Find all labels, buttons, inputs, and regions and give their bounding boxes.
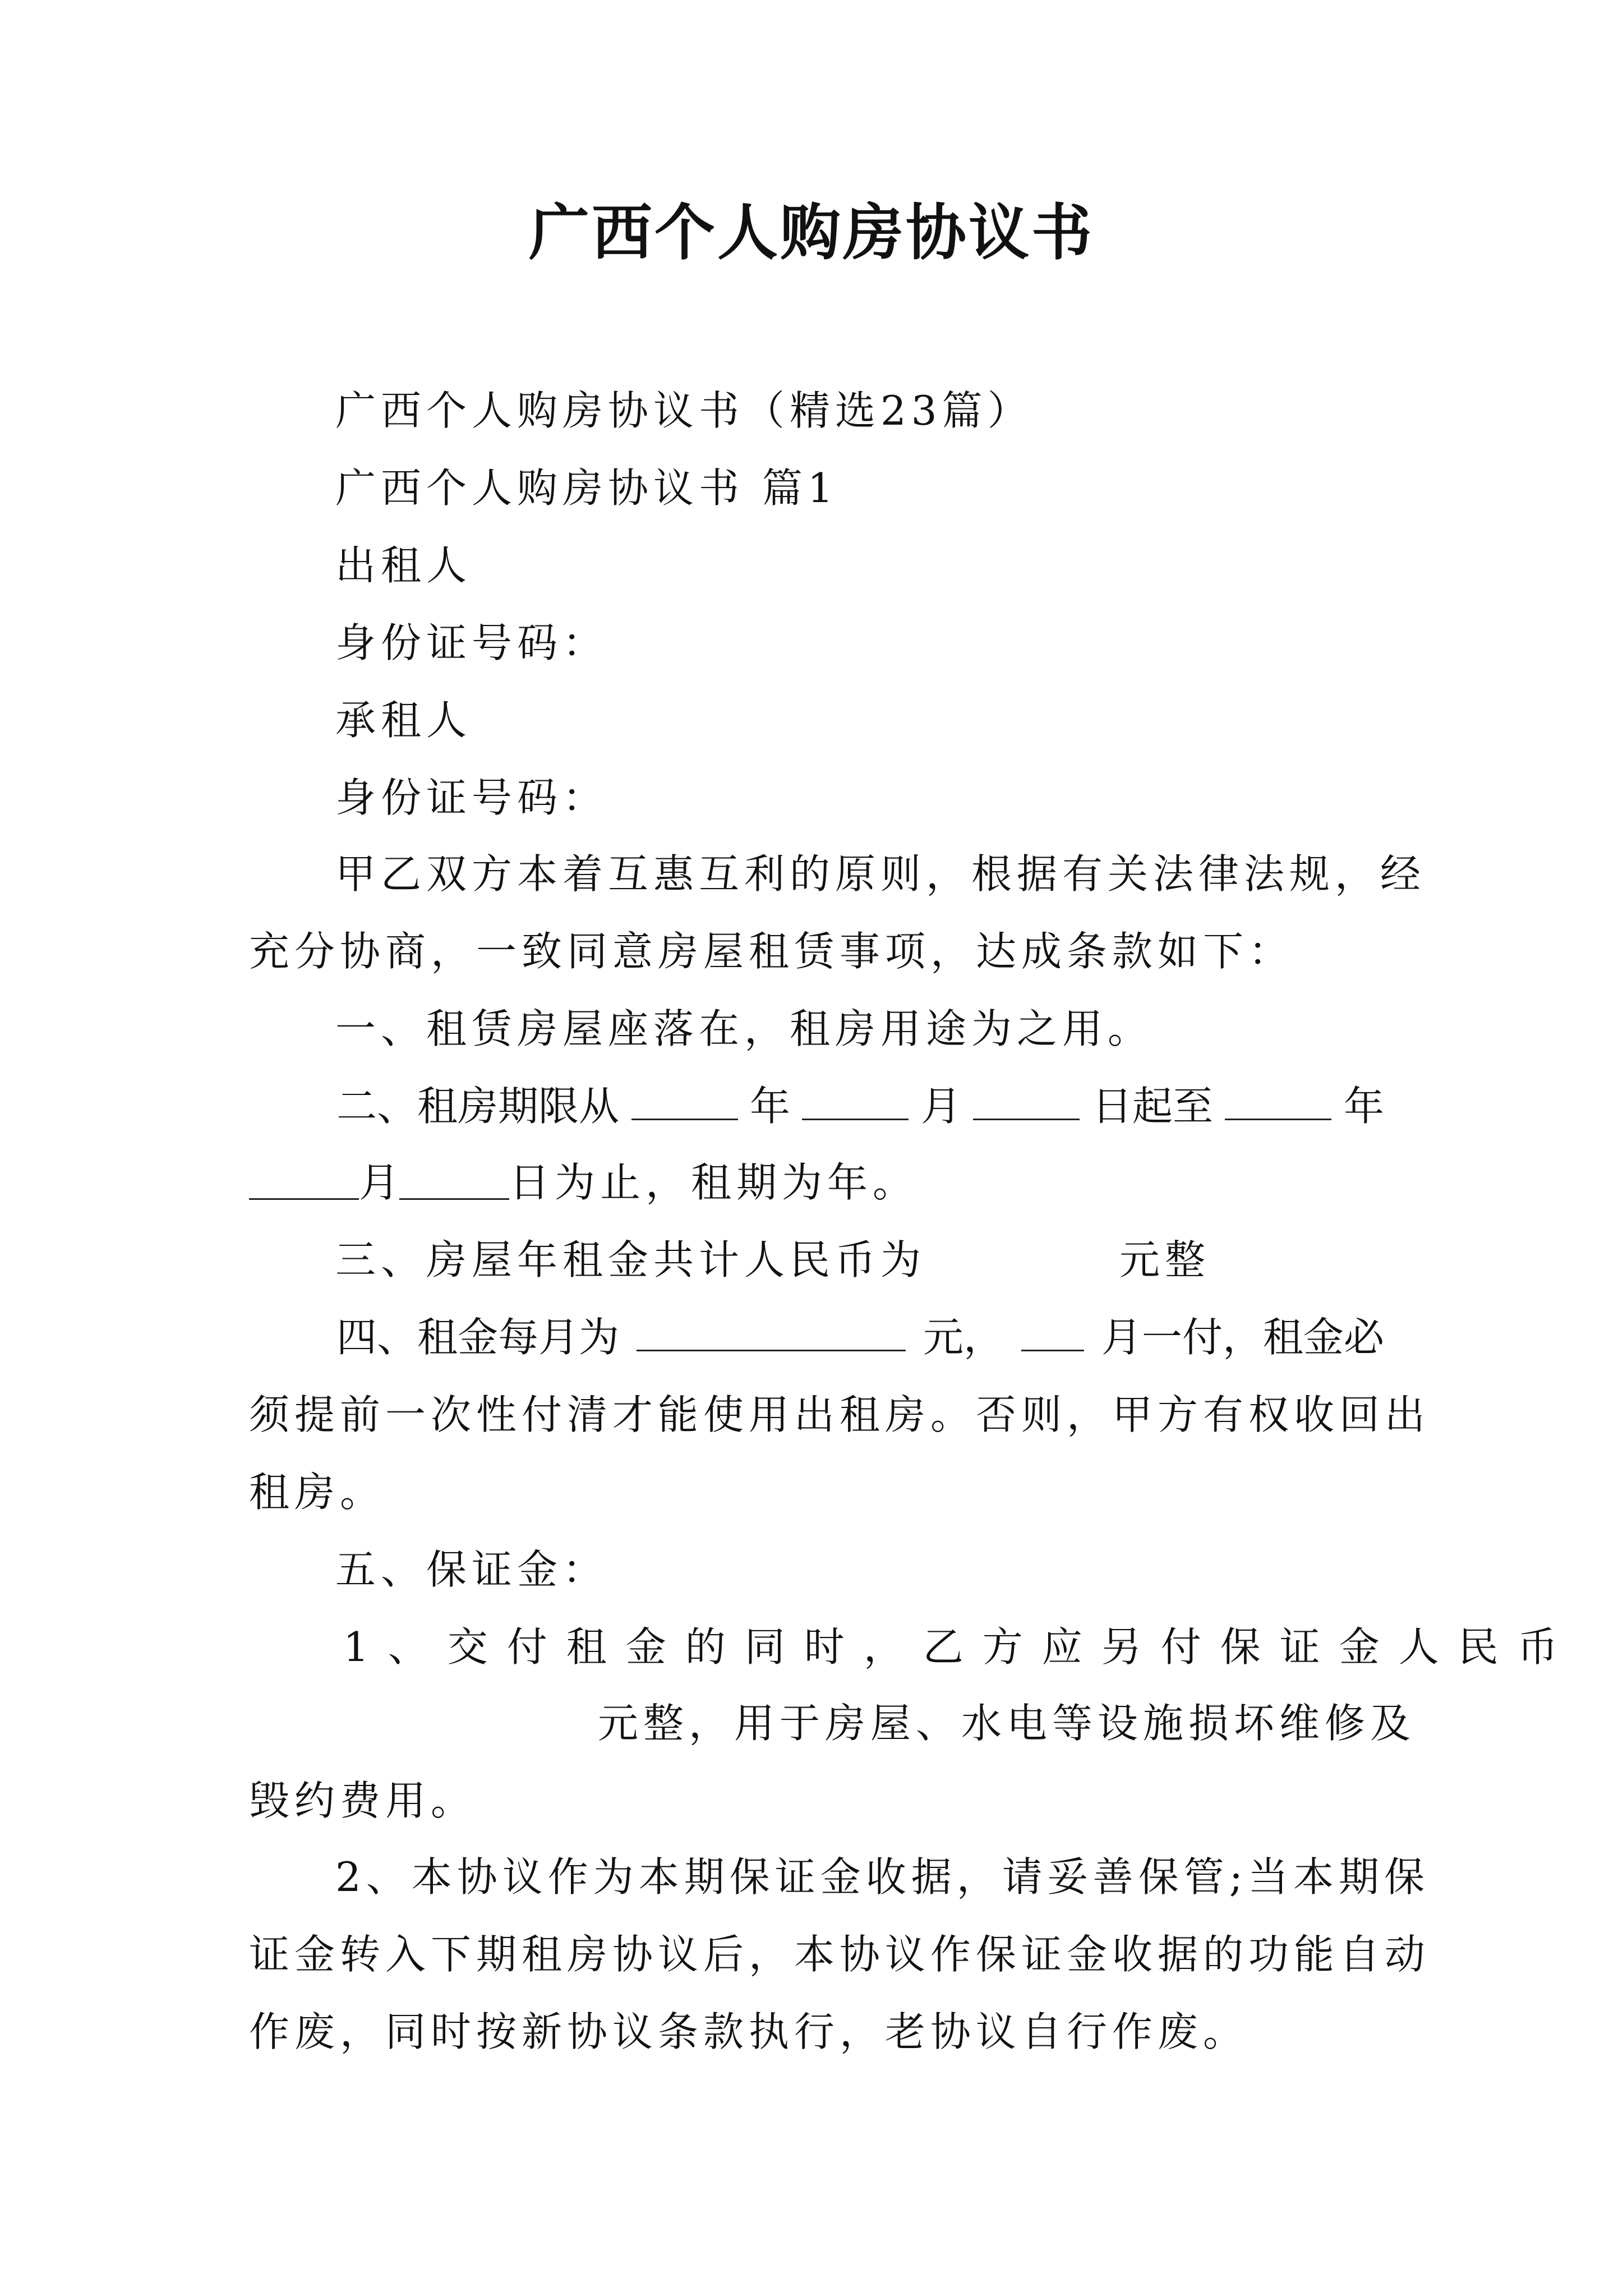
clause-1-location: 一、租赁房屋座落在，租房用途为之用。 [335, 1005, 1154, 1052]
blank-start-month [802, 1078, 909, 1120]
clause-2-text-start: 二、租房期限从 [336, 1083, 620, 1130]
clause-5-item-2-line-3: 作废，同时按新协议条款执行，老协议自行作废。 [249, 2008, 1249, 2055]
lessor-label: 出租人 [335, 542, 472, 589]
subtitle-selection: 广西个人购房协议书（精选23篇） [335, 387, 1033, 434]
clause-2-month-unit: 月 [920, 1083, 961, 1130]
clause-5-item-1-line-1: 1、交付租金的同时，乙方应另付保证金人民币 [343, 1623, 1577, 1671]
section-heading-1: 广西个人购房协议书 篇1 [335, 464, 838, 512]
lessee-label: 承租人 [335, 697, 472, 744]
blank-end-year [1225, 1078, 1331, 1120]
clause-4-yuan-unit: 元， [923, 1314, 1004, 1361]
blank-end-day [399, 1158, 509, 1200]
clause-2-end-year-unit: 年 [1343, 1083, 1384, 1130]
blank-monthly-rent [637, 1309, 906, 1351]
clause-4-line-3: 租房。 [249, 1469, 386, 1516]
blank-start-year [631, 1078, 738, 1120]
clause-5-item-1-line-2: 元整，用于房屋、水电等设施损坏维修及 [598, 1700, 1416, 1747]
clause-3-annual-rent: 三、房屋年租金共计人民币为 [335, 1236, 926, 1283]
clause-5-item-1-line-3: 毁约费用。 [249, 1777, 477, 1824]
intro-paragraph-line-1: 甲乙双方本着互惠互利的原则，根据有关法律法规，经 [335, 850, 1426, 898]
intro-paragraph-line-2: 充分协商，一致同意房屋租赁事项，达成条款如下： [249, 928, 1294, 975]
clause-2-term-line-1 [249, 1078, 1384, 1134]
clause-2-end-text: 日为止，租期为年。 [509, 1159, 919, 1206]
lessor-id-label: 身份证号码： [335, 619, 608, 666]
clause-3-yuan-unit: 元整 [1119, 1236, 1211, 1283]
clause-4-monthly-rent-line-1 [249, 1309, 1384, 1365]
clause-2-term-line-2 [249, 1154, 918, 1211]
clause-4-text-start: 四、租金每月为 [336, 1314, 620, 1361]
clause-2-year-unit: 年 [749, 1083, 790, 1130]
clause-5-deposit-heading: 五、保证金： [335, 1546, 608, 1593]
lessee-id-label: 身份证号码： [335, 774, 608, 821]
clause-5-item-2-line-1: 2、本协议作为本期保证金收据，请妥善保管;当本期保 [335, 1853, 1430, 1901]
clause-4-text-end: 月一付，租金必 [1101, 1314, 1384, 1361]
clause-4-line-2: 须提前一次性付清才能使用出租房。否则，甲方有权收回出 [249, 1391, 1431, 1438]
blank-pay-months [1021, 1309, 1084, 1351]
clause-5-item-2-line-2: 证金转入下期租房协议后，本协议作保证金收据的功能自动 [249, 1931, 1431, 1978]
clause-2-end-month-unit: 月 [359, 1159, 400, 1206]
blank-start-day [973, 1078, 1080, 1120]
blank-end-month [249, 1158, 359, 1200]
clause-2-to-text: 日起至 [1091, 1083, 1213, 1130]
document-title: 广西个人购房协议书 [528, 197, 1094, 268]
